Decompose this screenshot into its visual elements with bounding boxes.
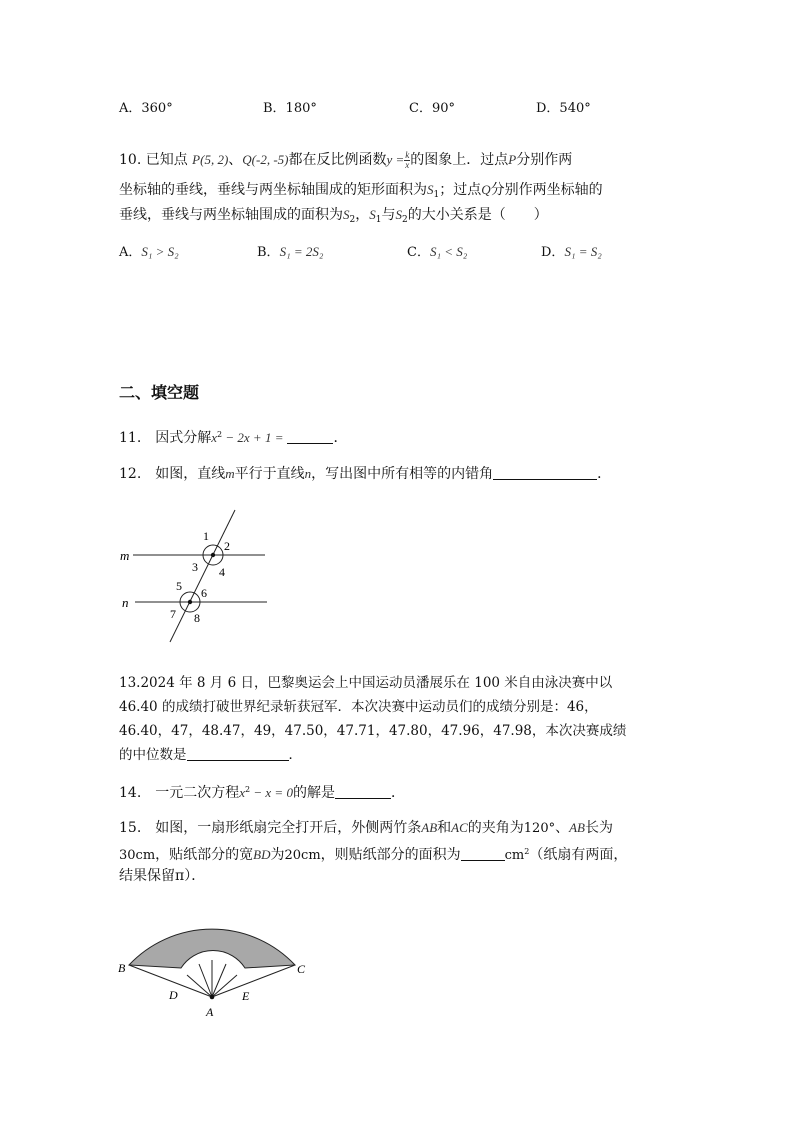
angle-label-1: 1 bbox=[203, 529, 209, 543]
fan-rib bbox=[187, 975, 212, 997]
answer-blank[interactable] bbox=[493, 465, 597, 480]
angle-label-5: 5 bbox=[176, 579, 182, 593]
fraction-k-over-x: $\frac{k}{x}$ bbox=[405, 149, 410, 170]
q12: 12. 如图，直线m平行于直线n，写出图中所有相等的内错角 ． bbox=[119, 466, 612, 482]
label-m: m bbox=[120, 548, 130, 563]
section-title: 二、填空题 bbox=[119, 383, 200, 402]
point-q: Q(-2, -5) bbox=[242, 152, 289, 167]
q9-option-b: B．180° bbox=[263, 101, 317, 116]
label-d: D bbox=[169, 988, 178, 1002]
q9-option-d: D．540° bbox=[536, 101, 591, 116]
answer-blank[interactable] bbox=[187, 746, 289, 761]
angle-label-4: 4 bbox=[219, 565, 225, 579]
q9-option-c: C．90° bbox=[409, 101, 455, 116]
point-p: P(5, 2) bbox=[192, 152, 229, 167]
angle-label-6: 6 bbox=[201, 586, 207, 600]
angle-label-7: 7 bbox=[170, 607, 176, 621]
label-a: A bbox=[206, 1005, 214, 1019]
q13-line-3: 46.40，47，48.47，49，47.50，47.71，47.80，47.96，47.98，本次决赛成绩 bbox=[119, 723, 627, 739]
q10-option-b: B．S₁ = 2S₂ bbox=[257, 244, 324, 260]
q10-option-d: D．S₁ = S₂ bbox=[541, 244, 602, 260]
q10-option-c: C．S₁ < S₂ bbox=[407, 244, 468, 260]
q10-line-1: 10. 已知点 P(5, 2)、Q(-2, -5)都在反比例函数y = $\frac{k}{x}$ 的图象上．过点P分别作两 bbox=[119, 149, 573, 170]
label-e: E bbox=[242, 989, 250, 1003]
q13-line-2: 46.40 的成绩打破世界纪录斩获冠军．本次决赛中运动员们的成绩分别是：46， bbox=[119, 699, 598, 715]
q15-line-1: 15. 如图，一扇形纸扇完全打开后，外侧两竹条AB和AC的夹角为120°、AB长为 bbox=[119, 820, 613, 836]
fan-rib bbox=[199, 964, 212, 997]
fan-rib bbox=[212, 975, 237, 997]
answer-blank[interactable] bbox=[287, 429, 333, 444]
angle-label-2: 2 bbox=[224, 539, 230, 553]
q9-option-a: A．360° bbox=[119, 101, 173, 116]
label-b: B bbox=[118, 961, 126, 975]
fan-figure bbox=[115, 905, 315, 1020]
q13-line-1: 13.2024 年 8 月 6 日，巴黎奥运会上中国运动员潘展乐在 100 米自由泳决赛中以 bbox=[119, 675, 613, 691]
answer-blank[interactable] bbox=[461, 846, 505, 861]
point-a bbox=[210, 995, 215, 1000]
label-n: n bbox=[122, 595, 129, 610]
q10-line-2: 坐标轴的垂线，垂线与两坐标轴围成的矩形面积为$S_1$；过点Q分别作两坐标轴的 bbox=[119, 182, 603, 200]
q10-line-3: 垂线，垂线与两坐标轴围成的面积为$S_2$，$S_1$与$S_2$的大小关系是（ ） bbox=[119, 207, 548, 225]
q14: 14. 一元二次方程$x^2 - x = 0$的解是 ． bbox=[119, 785, 405, 801]
q15-line-3: 结果保留π）． bbox=[119, 868, 206, 884]
parallel-lines-figure bbox=[115, 505, 275, 645]
answer-blank[interactable] bbox=[335, 784, 391, 799]
angle-label-3: 3 bbox=[192, 560, 198, 574]
label-c: C bbox=[297, 962, 306, 976]
q13-line-4: 的中位数是 ． bbox=[119, 747, 302, 763]
q10-option-a: A．S₁ > S₂ bbox=[119, 244, 179, 260]
q11: 11. 因式分解$x^2 - 2x + 1$ = ． bbox=[119, 430, 348, 446]
angle-label-8: 8 bbox=[194, 611, 200, 625]
q15-line-2: 30cm，贴纸部分的宽BD为20cm，则贴纸部分的面积为 $cm^2$（纸扇有两面， bbox=[119, 847, 628, 863]
